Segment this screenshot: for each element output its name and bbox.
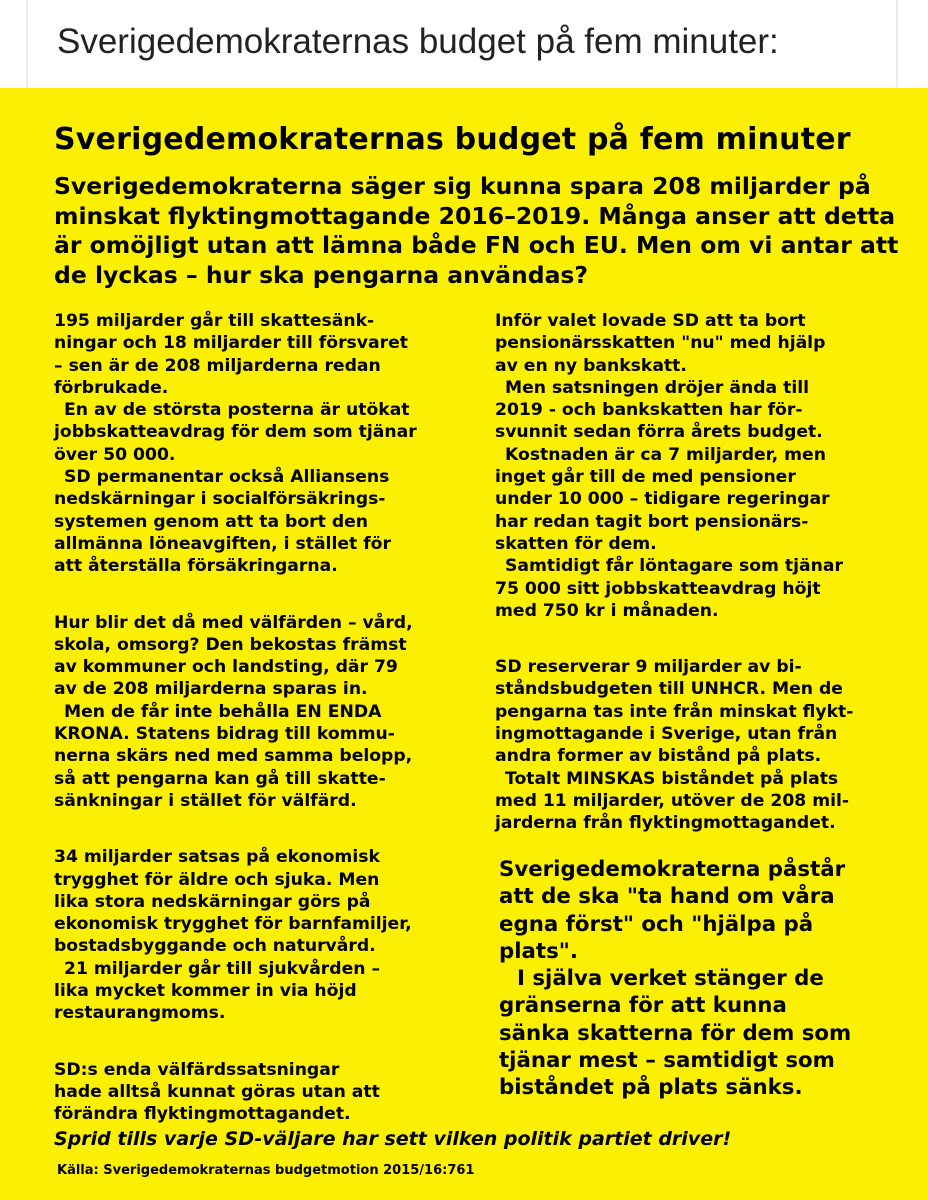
- text-line: ståndsbudgeten till UNHCR. Men de: [495, 679, 843, 700]
- text-line: lika mycket kommer in via höjd: [54, 981, 357, 1002]
- lead-line: de lyckas – hur ska pengarna användas?: [54, 260, 589, 289]
- text-line: En av de största posterna är utökat: [64, 400, 410, 421]
- text-line: andra former av bistånd på plats.: [495, 746, 822, 767]
- text-line: restaurangmoms.: [54, 1003, 226, 1024]
- text-line: hade alltså kunnat göras utan att: [54, 1081, 380, 1102]
- left-column: [54, 310, 464, 1126]
- text-line: KRONA. Statens bidrag till kommu-: [54, 724, 395, 745]
- text-line: 195 miljarder går till skattesänk-: [54, 311, 375, 331]
- text-line: nerna skärs ned med samma belopp,: [54, 746, 413, 767]
- callout-line: I själva verket stänger de: [517, 966, 824, 992]
- text-line: av de 208 miljarderna sparas in.: [54, 679, 368, 700]
- aid-budget-paragraph: [495, 656, 895, 834]
- text-line: trygghet för äldre och sjuka. Men: [54, 869, 380, 890]
- lead-line: Sverigedemokraterna säger sig kunna spara 208 miljarder på: [54, 172, 871, 200]
- leaflet-lead: [54, 172, 899, 290]
- callout-line: tjänar mest – samtidigt som: [499, 1048, 835, 1074]
- lead-line: är omöjligt utan att lämna både FN och EU. Men om vi antar att: [54, 231, 899, 259]
- text-line: Hur blir det då med välfärden – vård,: [54, 612, 413, 633]
- text-line: ningar och 18 miljarder till försvaret: [54, 333, 408, 354]
- post-header: [0, 0, 928, 88]
- text-line: pensionärsskatten "nu" med hjälp: [495, 333, 826, 354]
- text-line: över 50 000.: [54, 444, 176, 465]
- text-line: jarderna från flyktingmottagandet.: [495, 813, 836, 834]
- callout-line: gränserna för att kunna: [499, 993, 787, 1019]
- welfare-investments-paragraph: [54, 1059, 464, 1126]
- text-line: bostadsbyggande och naturvård.: [54, 936, 376, 957]
- text-line: förbrukade.: [54, 377, 169, 398]
- header-left-rule: [26, 0, 28, 88]
- callout-line: egna först" och "hjälpa på: [499, 911, 814, 937]
- tax-cuts-paragraph: [54, 310, 464, 578]
- text-line: skola, omsorg? Den bekostas främst: [54, 634, 407, 655]
- text-line: nedskärningar i socialförsäkrings-: [54, 489, 386, 510]
- lead-line: minskat flyktingmottagande 2016–2019. Många anser att detta: [54, 201, 896, 230]
- text-line: av kommuner och landsting, där 79: [54, 657, 398, 678]
- callout-line: plats".: [499, 938, 578, 964]
- leaflet-title: Sverigedemokraternas budget på fem minuter: [54, 122, 851, 157]
- text-line: lika stora nedskärningar görs på: [54, 891, 371, 912]
- text-line: förändra flyktingmottagandet.: [54, 1104, 351, 1125]
- text-line: – sen är de 208 miljarderna redan: [54, 355, 381, 376]
- callout-line: Sverigedemokraterna påstår: [499, 857, 846, 882]
- text-line: pengarna tas inte från minskat flykt-: [495, 701, 854, 722]
- call-to-action: Sprid tills varje SD-väljare har sett vilken politik partiet driver!: [54, 1128, 732, 1150]
- text-line: svunnit sedan förra årets budget.: [495, 422, 823, 443]
- text-line: Kostnaden är ca 7 miljarder, men: [505, 444, 826, 465]
- text-line: Samtidigt får löntagare som tjänar: [505, 556, 843, 577]
- text-line: sänkningar i stället för välfärd.: [54, 790, 357, 811]
- text-line: under 10 000 – tidigare regeringar: [495, 489, 830, 510]
- callout-line: biståndet på plats sänks.: [499, 1075, 803, 1101]
- text-line: 21 miljarder går till sjukvården –: [64, 958, 381, 979]
- text-line: allmänna löneavgiften, i stället för: [54, 533, 391, 554]
- callout-line: sänka skatterna för dem som: [499, 1020, 852, 1046]
- text-line: systemen genom att ta bort den: [54, 511, 369, 532]
- leaflet-image[interactable]: [0, 88, 928, 1200]
- text-line: har redan tagit bort pensionärs-: [495, 511, 809, 532]
- text-line: SD permanentar också Alliansens: [64, 467, 390, 488]
- post-caption: Sverigedemokraternas budget på fem minuter:: [57, 22, 779, 61]
- text-line: Men satsningen dröjer ända till: [505, 377, 810, 398]
- text-line: Men de får inte behålla EN ENDA: [64, 701, 382, 722]
- security-paragraph: [54, 846, 464, 1024]
- pension-tax-paragraph: [495, 310, 895, 622]
- text-line: 34 miljarder satsas på ekonomisk: [54, 847, 380, 868]
- callout-box: [499, 856, 899, 1102]
- callout-line: att de ska "ta hand om våra: [499, 884, 835, 910]
- text-line: skatten för dem.: [495, 533, 657, 554]
- header-right-rule: [896, 0, 898, 88]
- text-line: så att pengarna kan gå till skatte-: [54, 768, 386, 789]
- text-line: jobbskatteavdrag för dem som tjänar: [54, 422, 417, 443]
- text-line: SD:s enda välfärdssatsningar: [54, 1059, 340, 1080]
- text-line: inget går till de med pensioner: [495, 467, 796, 488]
- text-line: SD reserverar 9 miljarder av bi-: [495, 657, 802, 678]
- text-line: ingmottagande i Sverige, utan från: [495, 724, 838, 745]
- text-line: ekonomisk trygghet för barnfamiljer,: [54, 914, 412, 935]
- text-line: av en ny bankskatt.: [495, 355, 687, 376]
- text-line: med 11 miljarder, utöver de 208 mil-: [495, 790, 850, 811]
- text-line: med 750 kr i månaden.: [495, 600, 719, 621]
- text-line: att återställa försäkringarna.: [54, 556, 338, 577]
- text-line: 75 000 sitt jobbskatteavdrag höjt: [495, 578, 821, 599]
- text-line: Totalt MINSKAS biståndet på plats: [505, 768, 839, 789]
- right-column: [495, 310, 895, 835]
- text-line: Inför valet lovade SD att ta bort: [495, 311, 806, 331]
- text-line: 2019 - och bankskatten har för-: [495, 400, 803, 421]
- welfare-paragraph: [54, 612, 464, 813]
- source-citation: Källa: Sverigedemokraternas budgetmotion 2015/16:761: [57, 1163, 475, 1178]
